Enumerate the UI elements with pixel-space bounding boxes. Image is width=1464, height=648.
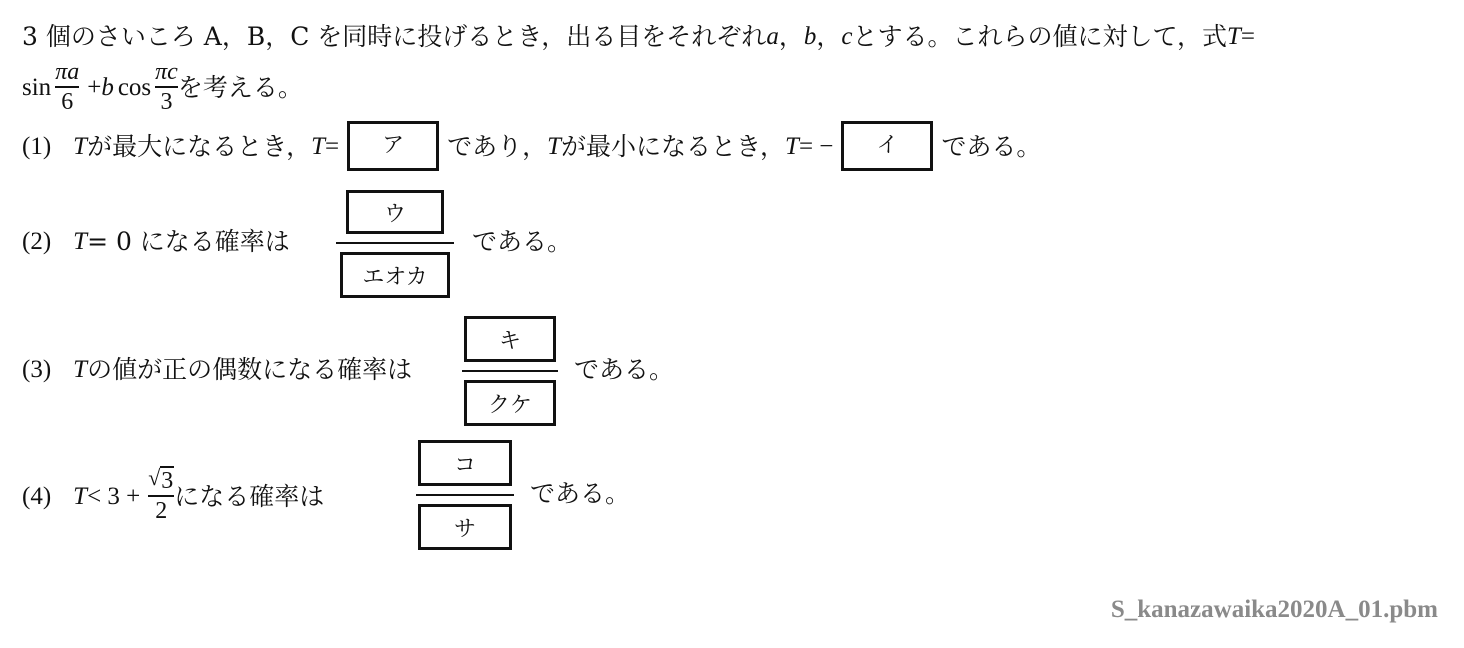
q4-var-T: T bbox=[73, 482, 88, 510]
var-b-2: b bbox=[101, 73, 114, 101]
fraction-numerator: πc bbox=[155, 59, 178, 85]
plus-sign: + bbox=[87, 73, 102, 101]
q3-var-T: T bbox=[73, 355, 88, 383]
cos-func: cos bbox=[117, 73, 152, 101]
sin-func: sin bbox=[22, 73, 52, 101]
intro-tail: を考える。 bbox=[177, 72, 303, 102]
fraction-bar bbox=[416, 494, 514, 496]
answer-box-ki[interactable]: キ bbox=[464, 316, 556, 362]
question-2 bbox=[22, 226, 290, 256]
q1-equals-minus: = − bbox=[798, 132, 834, 160]
q4-fraction bbox=[416, 440, 514, 550]
var-a: a bbox=[766, 23, 779, 50]
sqrt-expression bbox=[148, 465, 174, 494]
q4-tail: である。 bbox=[530, 478, 631, 508]
fraction-denominator: 3 bbox=[160, 89, 173, 115]
comma-2: ， bbox=[816, 22, 842, 51]
q1-text-1: が最大になるとき， bbox=[87, 131, 312, 161]
fraction-bar bbox=[336, 242, 454, 244]
q3-condition: の値が正の偶数になる確率は bbox=[87, 354, 413, 384]
answer-box-i[interactable]: イ bbox=[841, 121, 933, 171]
fraction-numerator: πa bbox=[55, 59, 80, 85]
equals: = bbox=[1240, 23, 1255, 50]
fraction-pi-a-6 bbox=[55, 60, 79, 114]
answer-box-a[interactable]: ア bbox=[347, 121, 439, 171]
q2-label: (2) bbox=[22, 227, 52, 255]
q4-less-than: < 3 + bbox=[87, 482, 141, 510]
fraction-bar bbox=[462, 370, 558, 372]
q1-var-T: T bbox=[311, 132, 325, 160]
q2-tail: である。 bbox=[472, 226, 573, 256]
q3-tail: である。 bbox=[574, 354, 675, 384]
q2-var-T: T bbox=[73, 227, 88, 255]
q1-var-T: T bbox=[547, 132, 562, 160]
intro-text-1: 3 個のさいころ A，B，C を同時に投げるとき，出る目をそれぞれ bbox=[22, 22, 767, 51]
fraction-denominator: 6 bbox=[61, 89, 74, 115]
q1-var-T: T bbox=[785, 132, 799, 160]
q1-label: (1) bbox=[22, 132, 52, 160]
intro-text-2: とする。これらの値に対して，式 bbox=[852, 22, 1227, 51]
var-T: T bbox=[1226, 23, 1241, 50]
q1-text-3: が最小になるとき， bbox=[561, 131, 786, 161]
answer-box-kuke[interactable]: クケ bbox=[464, 380, 556, 426]
fraction-bar bbox=[155, 86, 178, 88]
q2-condition: = 0 になる確率は bbox=[87, 226, 290, 256]
fraction-sqrt3-2 bbox=[148, 465, 174, 524]
comma-1: ， bbox=[778, 22, 804, 51]
q2-fraction bbox=[336, 190, 454, 298]
answer-box-eokа[interactable]: エオカ bbox=[340, 252, 450, 298]
question-1 bbox=[22, 120, 1041, 172]
q1-var-T: T bbox=[73, 132, 88, 160]
answer-box-ko[interactable]: コ bbox=[418, 440, 512, 486]
var-b: b bbox=[803, 23, 817, 50]
q3-label: (3) bbox=[22, 355, 52, 383]
fraction-bar bbox=[148, 495, 174, 497]
sqrt-radicand: 3 bbox=[161, 468, 174, 494]
q3-fraction bbox=[462, 316, 558, 426]
fraction-bar bbox=[55, 86, 79, 88]
intro-line-1 bbox=[22, 24, 1255, 49]
q1-text-4: である。 bbox=[941, 131, 1042, 161]
q4-condition: になる確率は bbox=[174, 481, 325, 511]
fraction-denominator: 2 bbox=[155, 498, 168, 524]
var-c: c bbox=[841, 23, 853, 50]
intro-line-2 bbox=[22, 59, 303, 115]
q4-label: (4) bbox=[22, 482, 52, 510]
q1-text-2: であり， bbox=[447, 131, 548, 161]
sqrt-sign: √ bbox=[148, 465, 161, 490]
fraction-pi-c-3 bbox=[155, 60, 178, 114]
question-3 bbox=[22, 354, 412, 384]
question-4 bbox=[22, 465, 325, 524]
file-name-label: S_kanazawaika2020A_01.pbm bbox=[1110, 596, 1438, 623]
q1-equals: = bbox=[324, 132, 340, 160]
answer-box-u[interactable]: ウ bbox=[346, 190, 444, 234]
answer-box-sa[interactable]: サ bbox=[418, 504, 512, 550]
